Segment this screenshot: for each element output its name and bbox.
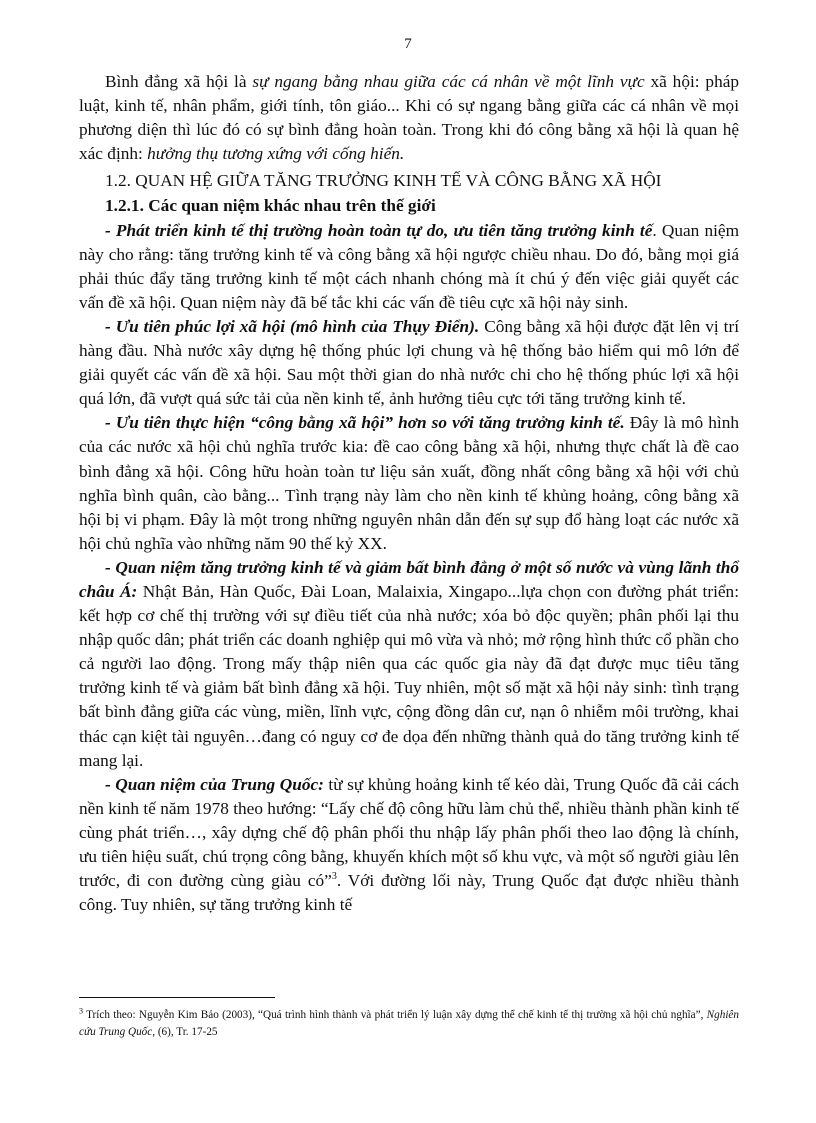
footnote-text: Trích theo: Nguyễn Kim Bảo (2003), “Quá trình hình thành và phát triển lý luận xây dựng thể chế kinh tế thị trường xã hội chủ nghĩa”, bbox=[83, 1009, 707, 1021]
welfare-lead: - Ưu tiên phúc lợi xã hội (mô hình của Thụy Điển). bbox=[105, 316, 480, 336]
paragraph-social-equality bbox=[79, 411, 739, 556]
footnote-reference[interactable]: 3 bbox=[331, 871, 337, 883]
document-body bbox=[79, 70, 739, 917]
section-heading-1-2: 1.2. QUAN HỆ GIỮA TĂNG TRƯỞNG KINH TẾ VÀ CÔNG BẰNG XÃ HỘI bbox=[105, 171, 662, 191]
footnote-mark: 3 bbox=[79, 1006, 83, 1016]
welfare-body: Công bằng xã hội được đặt lên vị trí hàng đầu. Nhà nước xây dựng hệ thống phúc lợi chung và hệ thống bảo hiểm qui mô lớn để giải quyết các vấn đề xã hội. Sau một thời gian do nhà nước chi cho hệ thống phúc lợi xã hội quá lớn, đã vượt quá sức tải của nền kinh tế, ảnh hưởng tiêu cực tới tăng trưởng kinh tế. bbox=[79, 316, 740, 409]
china-lead: - Quan niệm của Trung Quốc: bbox=[105, 774, 324, 794]
intro-paragraph bbox=[79, 70, 739, 166]
intro-text-2: xã hội: pháp luật, kinh tế, nhân phẩm, giới tính, tôn giáo... Khi có sự ngang bằng giữa các cá nhân về mọi phương diện thì lúc đó có sự bình đẳng hoàn toàn. Trong khi đó công bằng xã hội là quan hệ xác định: bbox=[79, 72, 740, 164]
paragraph-free-market bbox=[79, 219, 739, 315]
intro-text-1: Bình đẳng xã hội là bbox=[105, 72, 253, 91]
section-heading-1-2-1: 1.2.1. Các quan niệm khác nhau trên thế giới bbox=[105, 196, 436, 216]
china-body: từ sự khủng hoảng kinh tế kéo dài, Trung Quốc đã cải cách nền kinh tế năm 1978 theo hướng: “Lấy chế độ công hữu làm chủ thể, nhiều thành phần kinh tế cùng phát triển…, xây dựng chế độ phân phối thu nhập lấy phân phối theo lao động là chính, ưu tiên hiệu suất, chú trọng công bằng, khuyến khích một số khu vực, và một số người giàu lên trước, đi con đường cùng giàu có” bbox=[79, 774, 739, 891]
footnote-separator bbox=[79, 997, 275, 998]
free-market-lead: - Phát triển kinh tế thị trường hoàn toàn tự do, ưu tiên tăng trưởng kinh tế bbox=[105, 220, 653, 240]
intro-italic-1: sự ngang bằng nhau giữa các cá nhân về một lĩnh vực bbox=[252, 72, 645, 91]
footnote bbox=[79, 1007, 739, 1041]
footnote-journal: Nghiên cứu Trung Quốc bbox=[79, 1009, 739, 1038]
social-equality-body: Đây là mô hình của các nước xã hội chủ nghĩa trước kia: đề cao công bằng xã hội, nhưng thực chất là đề cao bình đẳng xã hội. Công hữu hoàn toàn tư liệu sản xuất, đồng nhất công bằng xã hội với chủ nghĩa bình quân, cào bằng... Tình trạng này làm cho nền kinh tế khủng hoảng, công bằng xã hội bị vi phạm. Đây là một trong những nguyên nhân dẫn đến sự sụp đổ hàng loạt các nước xã hội chủ nghĩa vào những năm 90 thế kỷ XX. bbox=[79, 413, 739, 553]
social-equality-lead: - Ưu tiên thực hiện “công bằng xã hội” hơn so với tăng trưởng kinh tế. bbox=[105, 413, 625, 433]
asia-body: Nhật Bản, Hàn Quốc, Đài Loan, Malaixia, Xingapo...lựa chọn con đường phát triển: kết hợp cơ chế thị trường với sự điều tiết của nhà nước; xóa bỏ độc quyền; phân phối lại thu nhập quốc dân; phát triển các doanh nghiệp qui mô vừa và nhỏ; mở rộng hình thức cổ phần cho cả người lao động. Trong mấy thập niên qua các quốc gia này đã đạt được mục tiêu tăng trưởng kinh tế và giảm bất bình đẳng xã hội. Tuy nhiên, một số mặt xã hội nảy sinh: tình trạng bất bình đẳng giữa các vùng, miền, lĩnh vực, cộng đồng dân cư, nạn ô nhiễm môi trường, khai thác cạn kiệt tài nguyên…đang có nguy cơ đe dọa đến những thành quả do tăng trưởng kinh tế mang lại. bbox=[79, 581, 740, 770]
free-market-body: . Quan niệm này cho rằng: tăng trưởng kinh tế và công bằng xã hội ngược chiều nhau. Do đó, bằng mọi giá phải thúc đẩy tăng trưởng kinh tế một cách nhanh chóng mà ít chú ý đến việc giải quyết các vấn đề xã hội. Quan niệm này đã bế tắc khi các vấn đề tiêu cực xã hội nảy sinh. bbox=[79, 220, 740, 312]
china-tail: . Với đường lối này, Trung Quốc đạt được nhiều thành công. Tuy nhiên, sự tăng trưởng kinh tế bbox=[79, 871, 739, 915]
asia-lead: - Quan niệm tăng trưởng kinh tế và giảm bất bình đẳng ở một số nước và vùng lãnh thổ châu Á: bbox=[79, 557, 739, 601]
paragraph-welfare bbox=[79, 315, 739, 411]
intro-italic-2: hưởng thụ tương xứng với cống hiến. bbox=[147, 144, 405, 164]
paragraph-china bbox=[79, 773, 739, 918]
page-number: 7 bbox=[404, 36, 412, 52]
footnote-tail: , (6), Tr. 17-25 bbox=[152, 1026, 218, 1038]
paragraph-asia bbox=[79, 556, 739, 773]
